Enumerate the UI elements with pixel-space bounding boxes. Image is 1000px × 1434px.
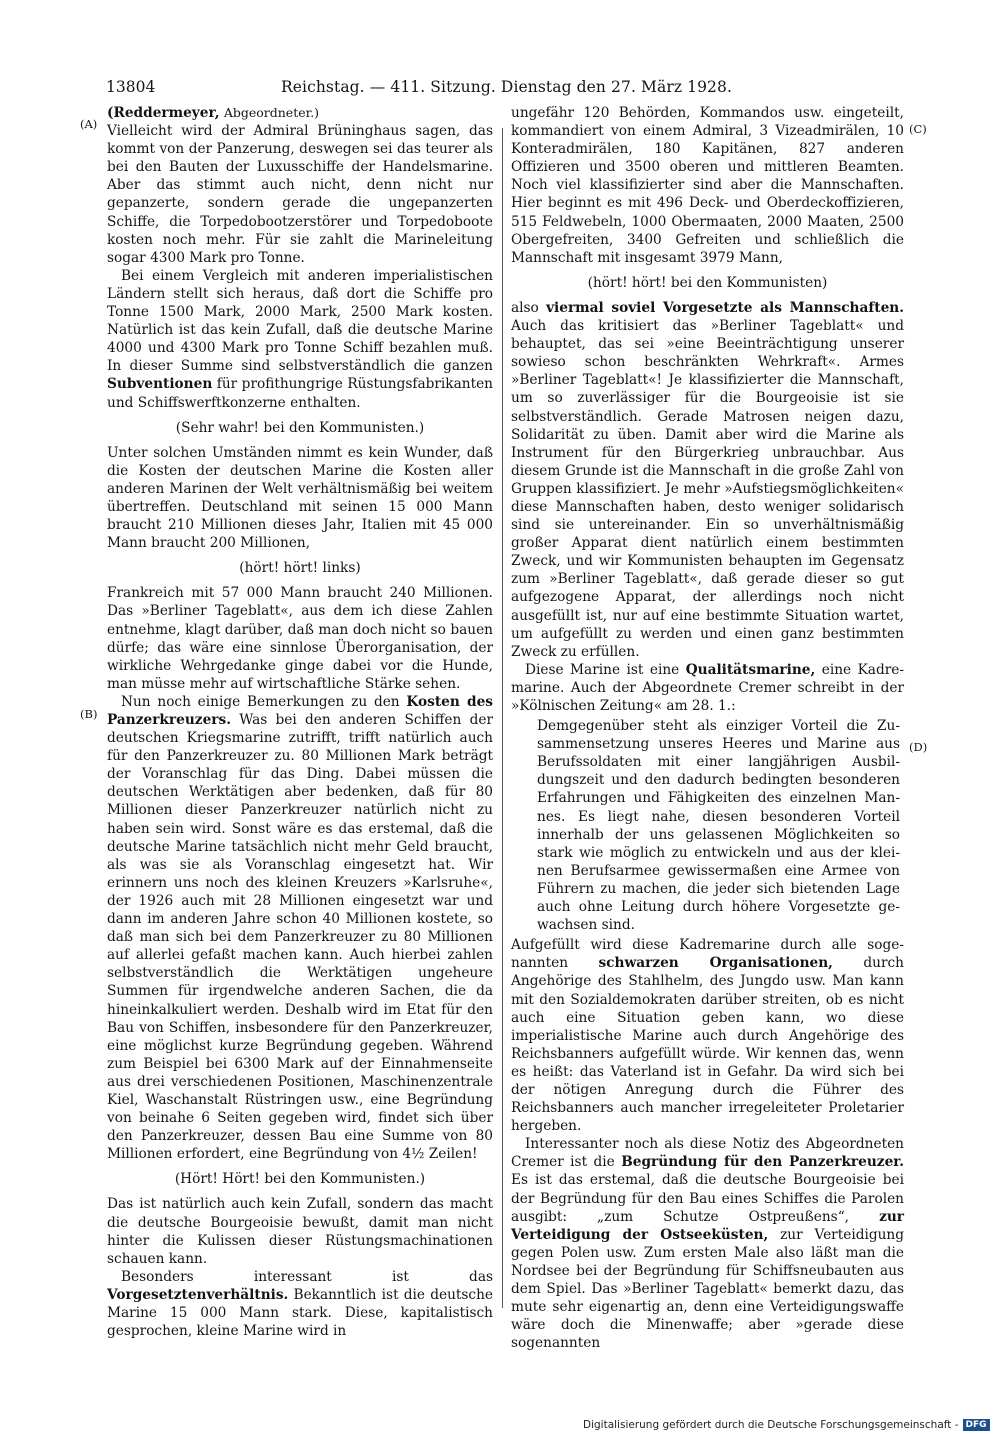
interjection: (hört! hört! links)	[239, 560, 361, 577]
text-run: für profithungrige Rüstungsfabrikanten und Schiffswerftkonzerne enthalten.	[107, 376, 493, 411]
margin-mark-d: (D)	[909, 740, 928, 754]
running-title: Reichstag. — 411. Sitzung. Dienstag den 27. März 1928.	[280, 78, 732, 96]
digitization-credit	[583, 1418, 987, 1432]
paragraph	[107, 267, 493, 412]
text-run: Auch das kritisiert das »Berliner Tageblatt« und behauptet, das sei »eine Beeinträchtigung unserer sowieso schon beschränkten Wehrkraft«. Armes »Berliner Tageblatt«! Je klassifizierter die Mannschaft, um so zuverlässiger für die Bourgeoisie ist sie selbstverständlich. Gerade Matrosen neigen dazu, Solidarität zu üben. Damit aber wird die Marine als Instrument für den Bürgerkrieg unbrauchbar. Aus diesem Grunde ist die Mannschaft in die große Zahl von Gruppen klassifiziert. Je mehr »Aufstiegsmöglichkeiten« diese Mannschaften haben, desto weniger solidarisch sind sie untereinander. Ein so unverhältnismäßig großer Apparat dient natürlich einem bestimmten Zweck, und wir Kommunisten behaupten im Gegensatz zum »Berliner Tageblatt«, daß gerade dieser so gut aufgezogene Apparat, der allerdings noch nicht ausgefüllt ist, nur auf eine bestimmte Situation wartet, um aufgefüllt zu werden und einen ganz bestimmten Zweck zu erfüllen.	[511, 318, 904, 660]
speaker-line	[107, 104, 493, 122]
text-run: Bei einem Vergleich mit anderen imperialistischen Ländern stellt sich heraus, daß dort die Schiffe pro Tonne 1500 Mark, 2000 Mark, 2500 Mark kosten. Natürlich ist das kein Zufall, daß die deutsche Marine 4000 und 4300 Mark pro Tonne Schiff bezahlen muß. In dieser Summe sind selbstverständlich die ganzen	[107, 267, 493, 375]
paragraph: ungefähr 120 Behörden, Kommandos usw. eingeteilt, kommandiert von einem Admiral, 3 Vizeadmirälen, 10 Konteradmirälen, 180 Kapitänen, 827 anderen Offizieren und 3500 oberen und mittleren Beamten. Noch viel klassifizierter sind aber die Mannschaften. Hier beginnt es mit 496 Deck- und Oberdeckoffizieren, 515 Feldwebeln, 1000 Obermaaten, 2000 Maaten, 2500 Obergefreiten, 3400 Gefreiten und schließlich die Mannschaft mit insgesamt 3979 Mann,	[511, 105, 904, 266]
bold-term: Vorgesetztenverhältnis.	[107, 1286, 289, 1303]
speaker-role: Abgeordneter.)	[223, 105, 320, 120]
right-column	[511, 104, 904, 1352]
text-run: zur Verteidigung gegen Polen usw. Zum ersten Male also läßt man die Nordsee bei der Begründung für Schiffsneubauten aus dem Spiel. Das »Berliner Tageblatt« bemerkt dazu, das mute sehr eigenartig an, denn eine Verteidigungswaffe wäre doch die Minenwaffe; aber »gerade diese sogenannten	[511, 1226, 904, 1352]
bold-term: zur Verteidigung der Ostseeküsten,	[511, 1208, 904, 1243]
bold-term: Kosten des Panzerkreuzers.	[107, 693, 493, 728]
margin-mark-a: (A)	[80, 117, 98, 131]
interjection: (hört! hört! bei den Kommunisten)	[587, 274, 828, 291]
paragraph	[511, 299, 904, 661]
paragraph: Vielleicht wird der Admiral Brüninghaus sagen, das kommt von der Panzerung, deswegen sei das teurer als bei den Bauten der Luxusschiffe der Handelsmarine. Aber das stimmt auch nicht, denn nicht nur gepanzerte, sondern gerade die ungepanzerten Schiffe, die Torpedobootzerstörer und Torpedoboote kosten noch mehr. Für sie zahlt die Marineleitung sogar 4300 Mark pro Tonne.	[107, 123, 493, 266]
page-header	[106, 76, 732, 98]
bold-term: viermal soviel Vorgesetzte als Mannschaften.	[546, 299, 905, 316]
bold-term: Subventionen	[107, 376, 213, 393]
paragraph	[107, 1268, 493, 1340]
paragraph	[107, 693, 493, 1163]
text-run: Bekanntlich ist die deutsche Marine 15 000 Mann stark. Diese, kapitalistisch gesprochen, kleine Marine wird in	[107, 1286, 493, 1340]
paragraph: Das ist natürlich auch kein Zufall, sondern das macht die deutsche Bourgeoisie bewußt, damit man nicht hinter die Kulissen dieser Rüstungsmachinationen schauen kann.	[107, 1196, 493, 1267]
bold-term: Begründung für den Panzerkreuzer.	[621, 1154, 905, 1171]
dfg-logo: DFG	[963, 1419, 990, 1431]
paragraph	[511, 661, 904, 715]
bold-term: Qualitätsmarine,	[685, 661, 816, 678]
text-run: eine Kadremarine. Auch der Abgeordnete Cremer schreibt in der »Kölnischen Zeitung« am 28. 1.:	[511, 661, 905, 714]
text-run: also	[511, 299, 547, 316]
paragraph: Frankreich mit 57 000 Mann braucht 240 Millionen. Das »Berliner Tageblatt«, aus dem ich diese Zahlen entnehme, klagt darüber, daß man doch nicht so bauen dürfe; das wäre eine sinnlose Überorganisation, der wirkliche Wehrgedanke ginge dabei vor die Hunde, man müsse mehr auf wirtschaftliche Stärke sehen.	[107, 585, 493, 692]
text-run: Besonders interessant ist das	[121, 1268, 493, 1285]
paragraph: Unter solchen Umständen nimmt es kein Wunder, daß die Kosten der deutschen Marine die Kosten aller anderen Marinen der Welt verhältnismäßig bei weitem übertreffen. Deutschland mit seinen 15 000 Mann braucht 210 Millionen dieses Jahr, Italien mit 45 000 Mann braucht 200 Millionen,	[107, 444, 493, 552]
text-run: Aufgefüllt wird diese Kadremarine durch alle sogenannten	[511, 937, 904, 972]
paragraph	[511, 936, 904, 1135]
text-run: durch Angehörige des Stahlhelm, des Jungdo usw. Man kann mit den Sozialdemokraten darüber streiten, ob es nicht auch eine Situation geben kann, wo diese imperialistische Marine auch durch Angehörige des Reichsbanners aufgefüllt würde. Wir kennen das, wenn es heißt: das Vaterland ist in Gefahr. Da wird sich bei der nötigen Anregung durch die Führer des Reichsbanners auch mancher irregeleiteter Proletarier hergeben.	[511, 955, 904, 1135]
text-run: Es ist das erstemal, daß die deutsche Bourgeoisie bei der Begründung für den Bau eines Schiffes die Parolen ausgibt: „zum Schutze Ostpreußens“,	[511, 1172, 904, 1225]
speaker-name: (Reddermeyer,	[107, 105, 220, 121]
column-divider	[502, 128, 503, 1308]
credit-text: Digitalisierung gefördert durch die Deutsche Forschungsgemeinschaft -	[583, 1419, 959, 1431]
text-run: Interessanter noch als diese Notiz des Abgeordneten Cremer ist die	[511, 1136, 904, 1171]
text-run: Diese Marine ist eine	[525, 661, 686, 678]
margin-mark-b: (B)	[80, 707, 98, 721]
paragraph	[511, 1135, 904, 1352]
left-column	[107, 104, 493, 1340]
block-quote: Demgegenüber steht als einziger Vorteil die Zusammensetzung unseres Heeres und Marine aus Berufssoldaten mit einer langjährigen Ausbildungszeit und den dadurch bedingten besonderen Erfahrungen und Fähigkeiten des einzelnen Mannes. Es liegt nahe, diesen besonderen Vorteil innerhalb der uns gelassenen Möglichkeiten so stark wie möglich zu entwickeln und aus der kleinen Berufsarmee gewissermaßen eine Armee von Führern zu machen, die jeder sich bietenden Lage auch ohne Leitung durch höhere Vorgesetzte gewachsen sind.	[537, 718, 900, 934]
text-run: Was bei den anderen Schiffen der deutschen Kriegsmarine zutrifft, trifft natürlich auch für den Panzerkreuzer zu. 80 Millionen Mark beträgt der Voranschlag für das Ding. Dabei müssen die deutschen Werktätigen aber bedenken, daß für 80 Millionen dieser Panzerkreuzer natürlich nicht zu haben sein wird. Sonst wäre es das erstemal, daß die deutsche Marine tatsächlich nicht mehr Geld braucht, als was sie als Voranschlag eingesetzt hat. Wir erinnern uns noch des kleinen Kreuzers »Karlsruhe«, der 1926 auch mit 28 Millionen eingesetzt war und dann im anderen Jahre schon 40 Millionen kostete, so daß man sich bei dem Panzerkreuzer zu 80 Millionen auf allerlei gefaßt machen kann. Auch hierbei zahlen selbstverständlich die Werktätigen ungeheure Summen für irgendwelche anderen Sachen, die da hineinkalkuliert werden. Deshalb wird im Etat für den Bau von Schiffen, insbesondere für den Panzerkreuzer, eine möglichst kurze Begründung gegeben. Während zum Beispiel bei 6300 Mark auf der Einnahmenseite aus drei verschiedenen Positionen, Maschinenzentrale Kiel, Waschanstalt Rüstringen usw., eine Begründung von beinahe 6 Seiten gegeben wird, findet sich über den Panzerkreuzer, dessen Bau eine Summe von 80 Millionen erfordert, eine Begründung von 4½ Zeilen!	[107, 712, 493, 1163]
bold-term: schwarzen Organisationen,	[598, 955, 833, 972]
interjection: (Sehr wahr! bei den Kommunisten.)	[175, 419, 425, 436]
margin-mark-c: (C)	[909, 122, 927, 136]
interjection: (Hört! Hört! bei den Kommunisten.)	[174, 1171, 426, 1188]
page-number: 13804	[106, 78, 156, 96]
text-run: Nun noch einige Bemerkungen zu den	[121, 693, 400, 710]
